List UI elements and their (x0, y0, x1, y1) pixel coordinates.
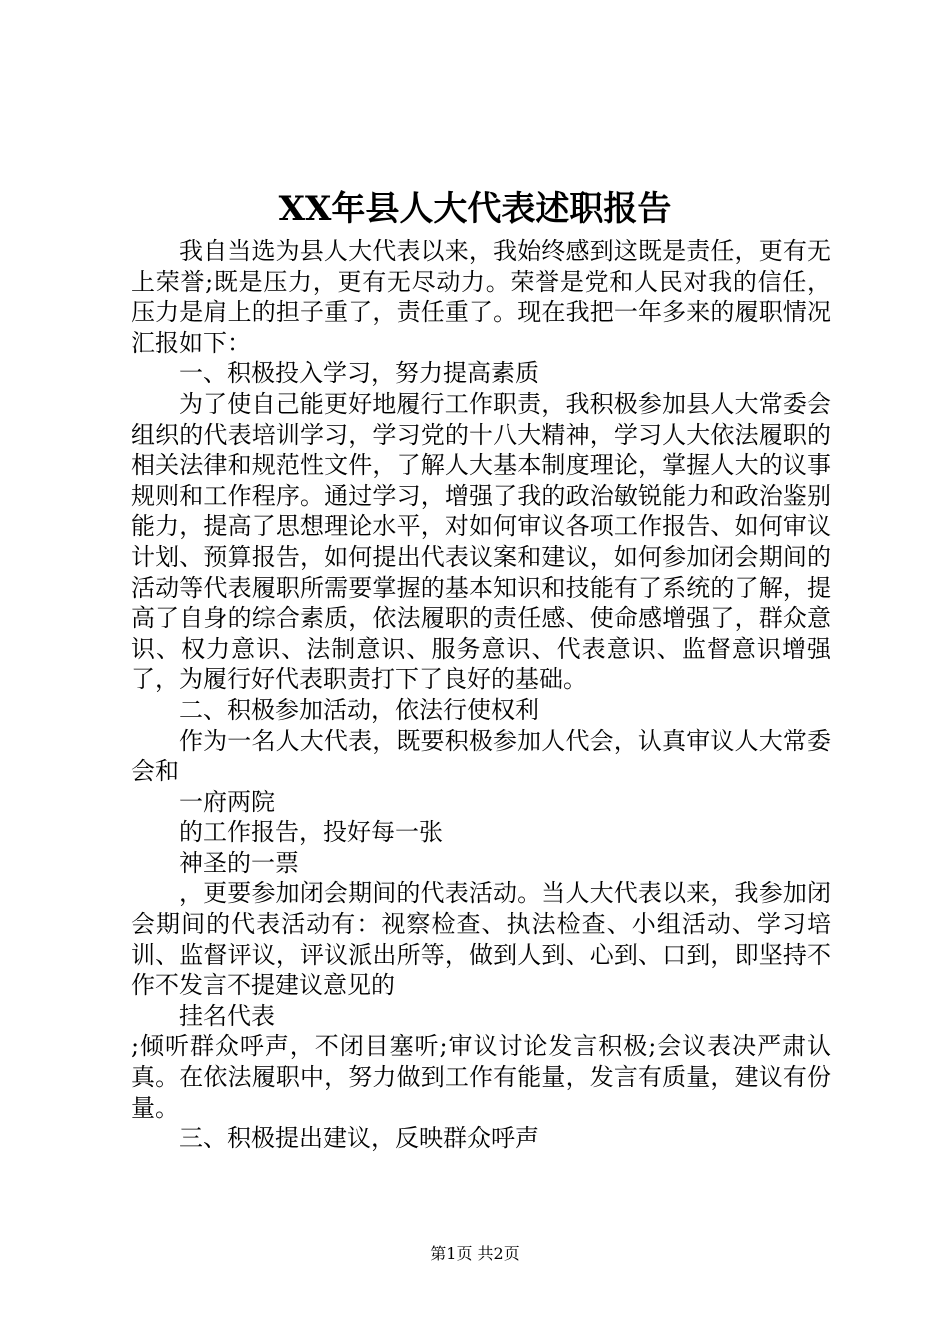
section-heading-2: 二、积极参加活动，依法行使权利 (179, 695, 539, 724)
document-body (131, 236, 831, 1154)
paragraph-intro: 我自当选为县人大代表以来，我始终感到这既是责任，更有无上荣誉;既是压力，更有无尽动力。荣誉是党和人民对我的信任，压力是肩上的担子重了，责任重了。现在我把一年多来的履职情况汇报如下： (131, 237, 831, 357)
paragraph-fragment-2: 的工作报告，投好每一张 (179, 818, 443, 847)
paragraph-fragment-3: 神圣的一票 (179, 848, 299, 877)
paragraph-study: 为了使自己能更好地履行工作职责，我积极参加县人大常委会组织的代表培训学习，学习党的十八大精神，学习人大依法履职的相关法律和规范性文件，了解人大基本制度理论，掌握人大的议事规则和工作程序。通过学习，增强了我的政治敏锐能力和政治鉴别能力，提高了思想理论水平，对如何审议各项工作报告、如何审议计划、预算报告，如何提出代表议案和建议，如何参加闭会期间的活动等代表履职所需要掌握的基本知识和技能有了系统的了解，提高了自身的综合素质，依法履职的责任感、使命感增强了，群众意识、权力意识、法制意识、服务意识、代表意识、监督意识增强了，为履行好代表职责打下了良好的基础。 (131, 389, 831, 694)
paragraph-closed-session: ，更要参加闭会期间的代表活动。当人大代表以来，我参加闭会期间的代表活动有：视察检查、执法检查、小组活动、学习培训、监督评议，评议派出所等，做到人到、心到、口到，即坚持不作不发言不提建议意见的 (131, 879, 831, 1000)
section-heading-1: 一、积极投入学习，努力提高素质 (179, 359, 539, 388)
paragraph-activities: 作为一名人大代表，既要积极参加人代会，认真审议人大常委会和 (131, 726, 831, 786)
paragraph-fragment-1: 一府两院 (179, 787, 275, 816)
page-footer: 第1页 共2页 (430, 1244, 520, 1263)
section-heading-3: 三、积极提出建议，反映群众呼声 (179, 1124, 539, 1153)
paragraph-conduct: ;倾听群众呼声，不闭目塞听;审议讨论发言积极;会议表决严肃认真。在依法履职中，努力做到工作有能量，发言有质量，建议有份量。 (131, 1032, 831, 1122)
document-title: XX年县人大代表述职报告 (278, 189, 672, 229)
paragraph-fragment-4: 挂名代表 (179, 1001, 275, 1030)
